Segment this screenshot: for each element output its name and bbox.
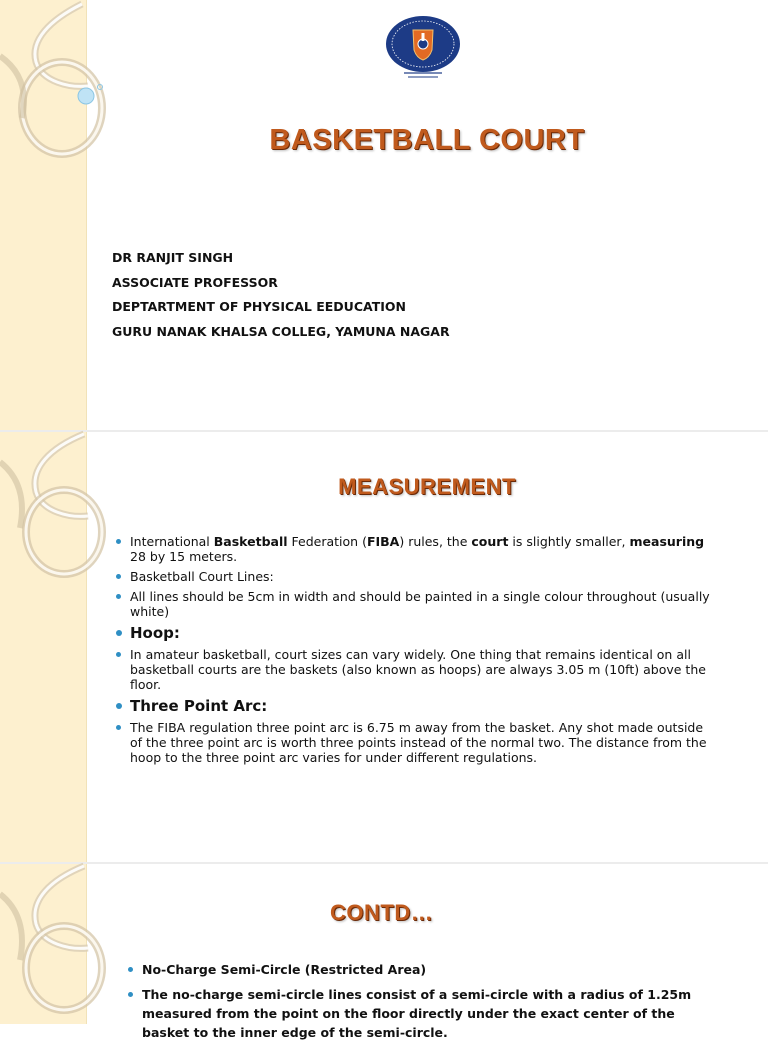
main-title: BASKETBALL COURT [269, 124, 585, 156]
slide-contd [0, 864, 768, 1040]
list-heading-hoop: Hoop: [112, 624, 712, 642]
author-college: GURU NANAK KHALSA COLLEG, YAMUNA NAGAR [112, 323, 450, 339]
list-item: The FIBA regulation three point arc is 6.75 m away from the basket. Any shot made outside of the three point arc is worth three points instead of the normal two. The distance from the hoop to the three point arc varies for under different regulations. [112, 720, 712, 765]
list-item: Basketball Court Lines: [112, 569, 712, 584]
section-title: MEASUREMENT [338, 474, 516, 499]
list-item: All lines should be 5cm in width and should be painted in a single colour throughout (usually white) [112, 589, 712, 619]
author-name: DR RANJIT SINGH [112, 250, 234, 265]
list-heading-three-point-arc: Three Point Arc: [112, 697, 712, 715]
author-block [112, 246, 450, 344]
slide-measurement [0, 432, 768, 862]
measurement-list [112, 534, 712, 770]
ring-swirl-decoration [0, 0, 110, 430]
section-title: CONTD… [330, 900, 434, 925]
slide-title [0, 0, 768, 430]
text-run-bold: FIBA [366, 534, 400, 549]
author-designation: ASSOCIATE PROFESSOR [112, 274, 278, 290]
ring-swirl-decoration [0, 864, 110, 1024]
text-run: 28 by 15 meters. [130, 549, 238, 564]
text-run-bold: Basketball [213, 534, 288, 549]
contd-list [124, 960, 724, 1048]
list-item: In amateur basketball, court sizes can vary widely. One thing that remains identical on all basketball courts are the baskets (also known as hoops) are always 3.05 m (10ft) above the floor. [112, 647, 712, 692]
list-item [112, 534, 712, 564]
author-department: DEPTARTMENT OF PHYSICAL EEDUCATION [112, 299, 406, 314]
text-run-bold: court [471, 534, 509, 549]
text-run: is slightly smaller, [508, 534, 630, 549]
decorative-margin-band [0, 432, 87, 862]
decorative-margin-band [0, 864, 87, 1024]
text-run-bold: measuring [629, 534, 705, 549]
college-logo [384, 14, 462, 82]
decorative-margin-band [0, 0, 87, 430]
list-item: No-Charge Semi-Circle (Restricted Area) [124, 960, 724, 979]
text-run: Federation ( [287, 534, 367, 549]
text-run: ) rules, the [399, 534, 472, 549]
list-item: The no-charge semi-circle lines consist of a semi-circle with a radius of 1.25m measured from the point on the floor directly under the exact center of the basket to the inner edge of the semi-circle. [124, 985, 724, 1042]
text-run: International [130, 534, 214, 549]
